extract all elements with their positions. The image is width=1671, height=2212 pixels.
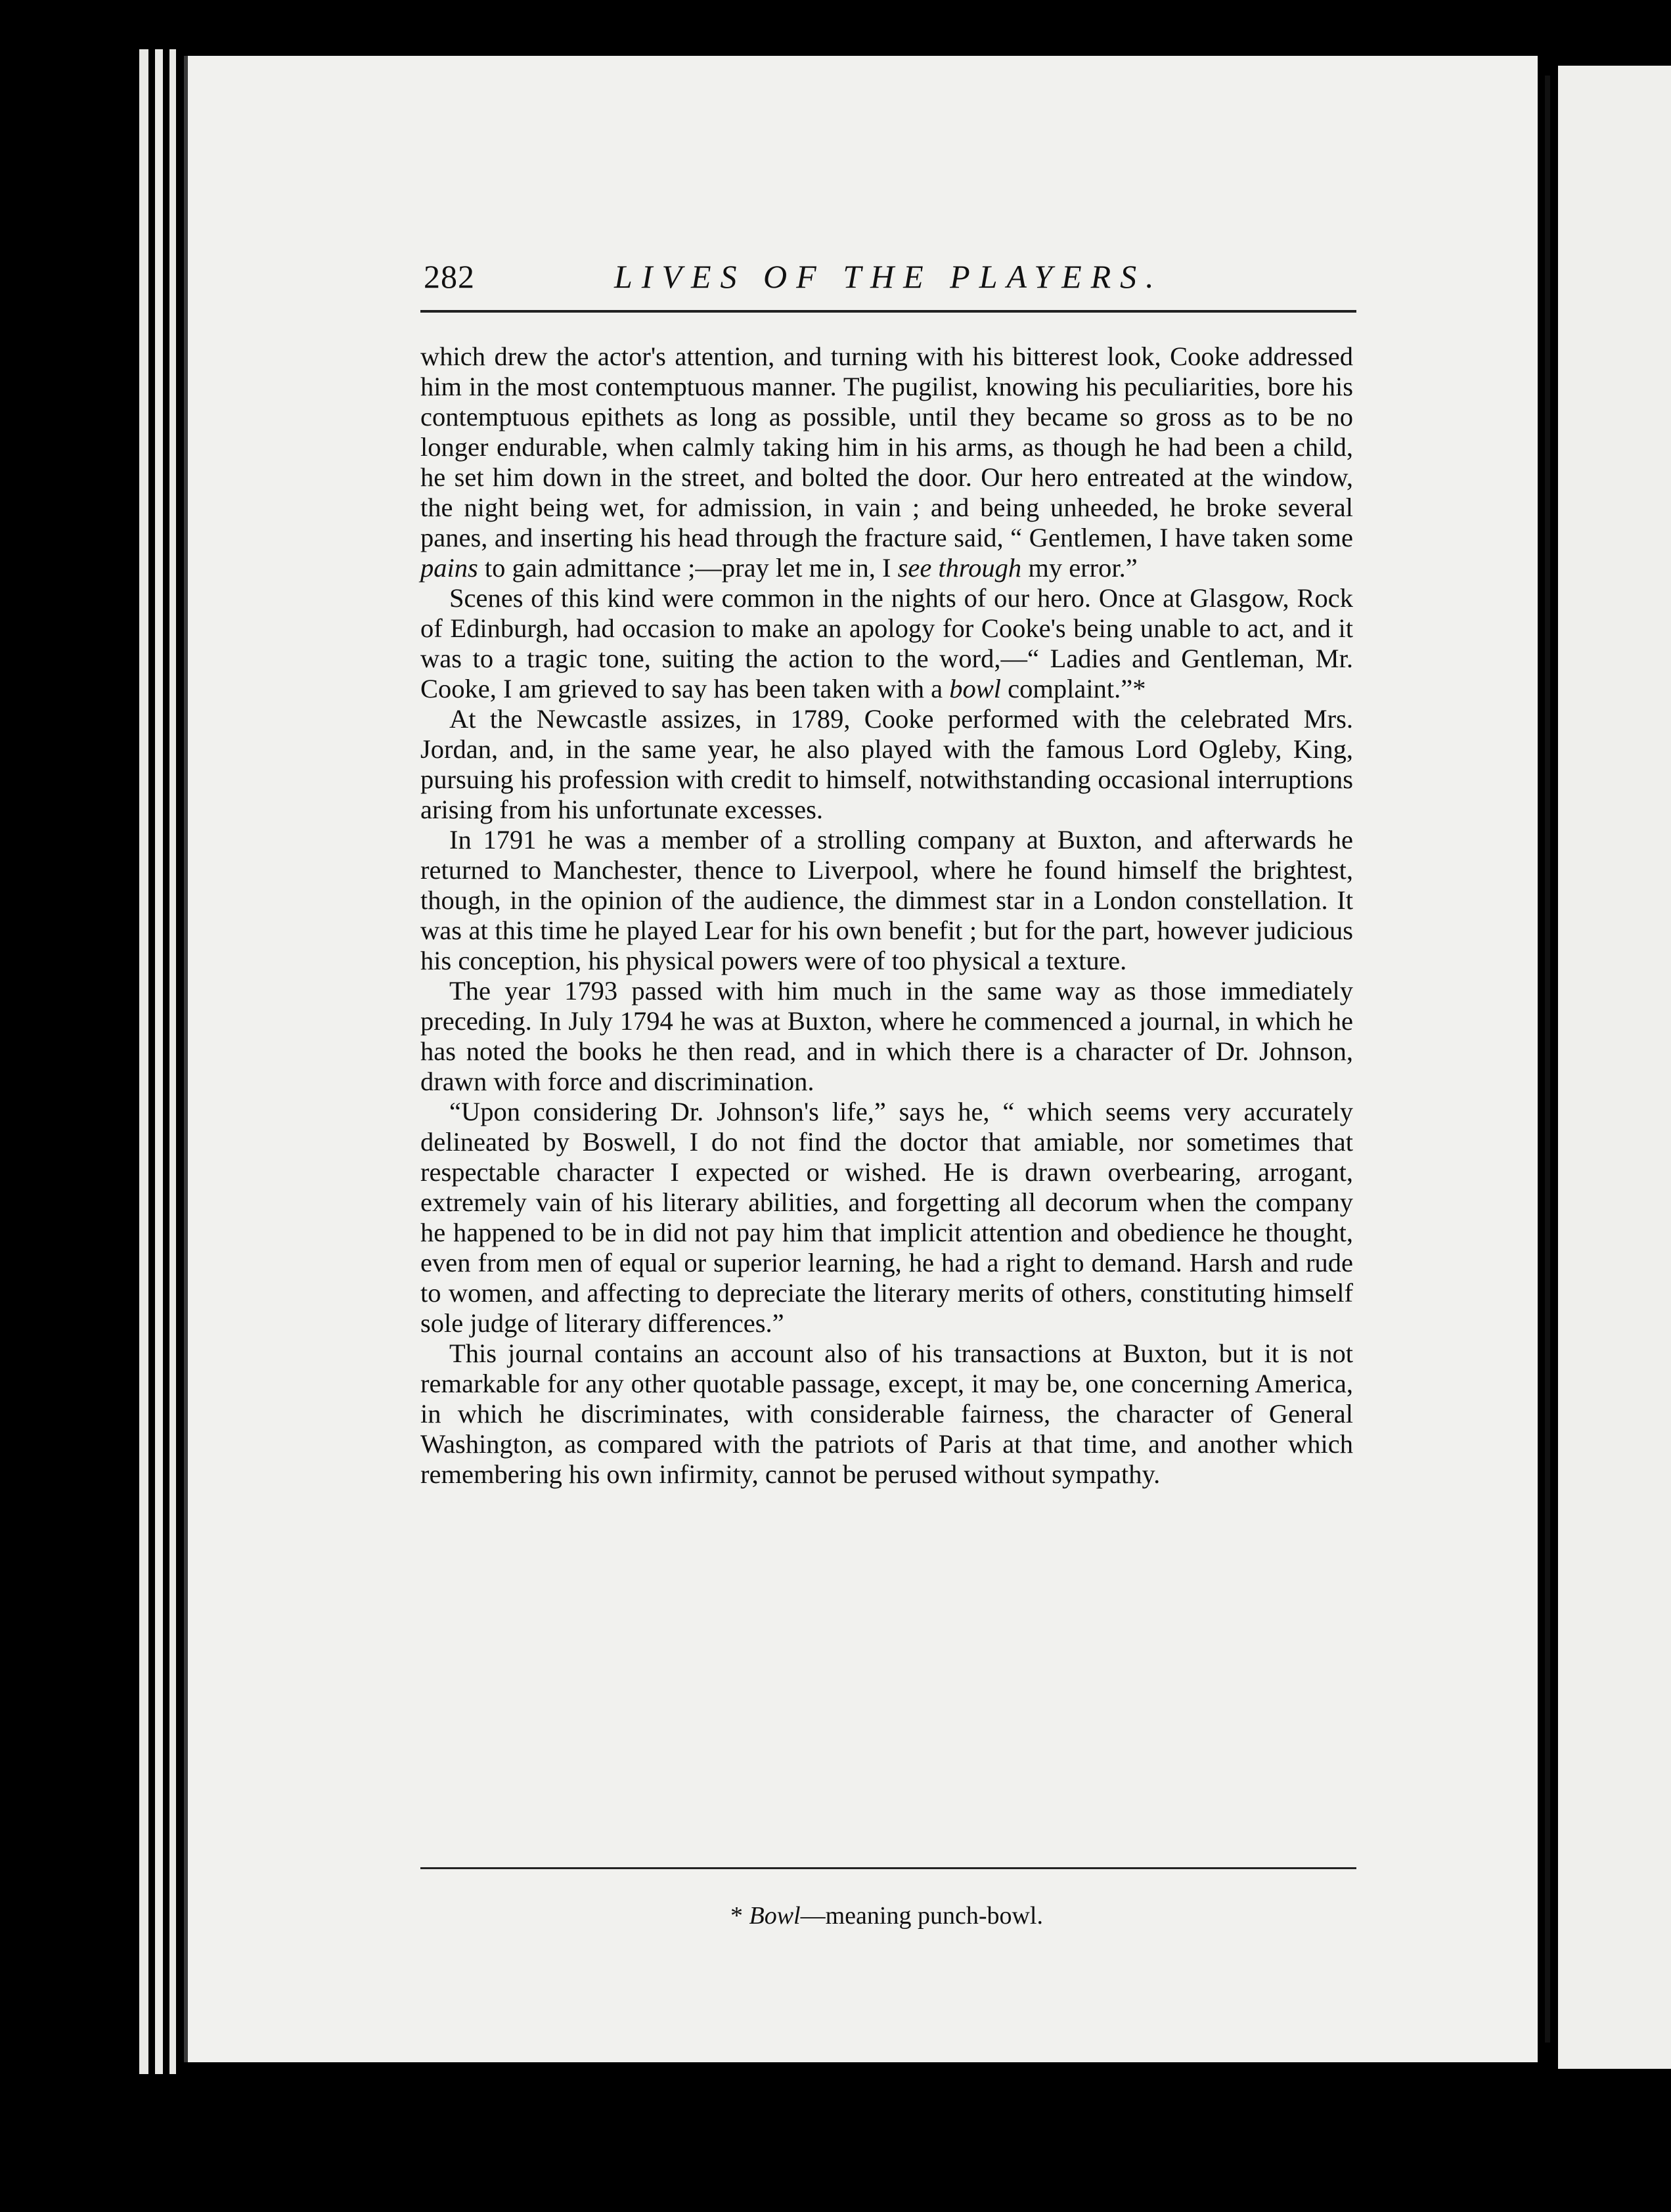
facing-page	[1558, 66, 1671, 2069]
paragraph: which drew the actor's attention, and turning with his bitterest look, Cooke addressed him in the most contemptuous manner. The pugilist, knowing his peculiarities, bore his contemptuous epithets as long as possible, until they became so gross as to be no longer endurable, when calmly taking him in his arms, as though he had been a child, he set him down in the street, and bolted the door. Our hero entreated at the window, the night being wet, for admission, in vain ; and being unheeded, he broke several panes, and inserting his head through the fracture said, “ Gentlemen, I have taken some pains to gain admittance ;—pray let me in, I see through my error.”	[420, 342, 1353, 583]
page-edge	[139, 49, 148, 2074]
page-edge	[155, 49, 163, 2074]
paragraph: Scenes of this kind were common in the nights of our hero. Once at Glasgow, Rock of Edinburgh, had occasion to make an apology for Cooke's being unable to act, and it was to a tragic tone, suiting the action to the word,—“ Ladies and Gentleman, Mr. Cooke, I am grieved to say has been taken with a bowl complaint.”*	[420, 583, 1353, 703]
body-text	[420, 342, 1353, 1490]
footnote-rule	[420, 1867, 1356, 1869]
paragraph: At the Newcastle assizes, in 1789, Cooke performed with the celebrated Mrs. Jordan, and, in the same year, he also played with the famous Lord Ogleby, King, pursuing his profession with credit to himself, notwithstanding occasional interruptions arising from his unfortunate excesses.	[420, 704, 1353, 824]
paragraph: This journal contains an account also of his transactions at Buxton, but it is not remarkable for any other quotable passage, except, it may be, one concerning America, in which he discriminates, with considerable fairness, the character of General Washington, as compared with the patriots of Paris at that time, and another which remembering his own infirmity, cannot be perused without sympathy.	[420, 1338, 1353, 1489]
page-number: 282	[424, 258, 475, 295]
page-edge	[169, 49, 176, 2074]
running-title: LIVES OF THE PLAYERS.	[614, 258, 1163, 295]
header-rule	[420, 310, 1356, 313]
paragraph: The year 1793 passed with him much in the same way as those immediately preceding. In July 1794 he was at Buxton, where he commenced a journal, in which he has noted the books he then read, and in which there is a character of Dr. Johnson, drawn with force and discrimination.	[420, 976, 1353, 1096]
footnote: * Bowl—meaning punch-bowl.	[730, 1902, 1043, 1930]
gutter-shadow	[1545, 76, 1550, 2043]
paragraph: In 1791 he was a member of a strolling company at Buxton, and afterwards he returned to Manchester, thence to Liverpool, where he found himself the brightest, though, in the opinion of the audience, the dimmest star in a London constellation. It was at this time he played Lear for his own benefit ; but for the part, however judicious his conception, his physical powers were of too physical a texture.	[420, 825, 1353, 975]
paragraph: “Upon considering Dr. Johnson's life,” says he, “ which seems very accurately delineated by Boswell, I do not find the doctor that amiable, nor sometimes that respectable character I expected or wished. He is drawn overbearing, arrogant, extremely vain of his literary abilities, and forgetting all decorum when the company he happened to be in did not pay him that implicit attention and obedience he thought, even from men of equal or superior learning, he had a right to demand. Harsh and rude to women, and affecting to depreciate the literary merits of others, constituting himself sole judge of literary differences.”	[420, 1097, 1353, 1338]
